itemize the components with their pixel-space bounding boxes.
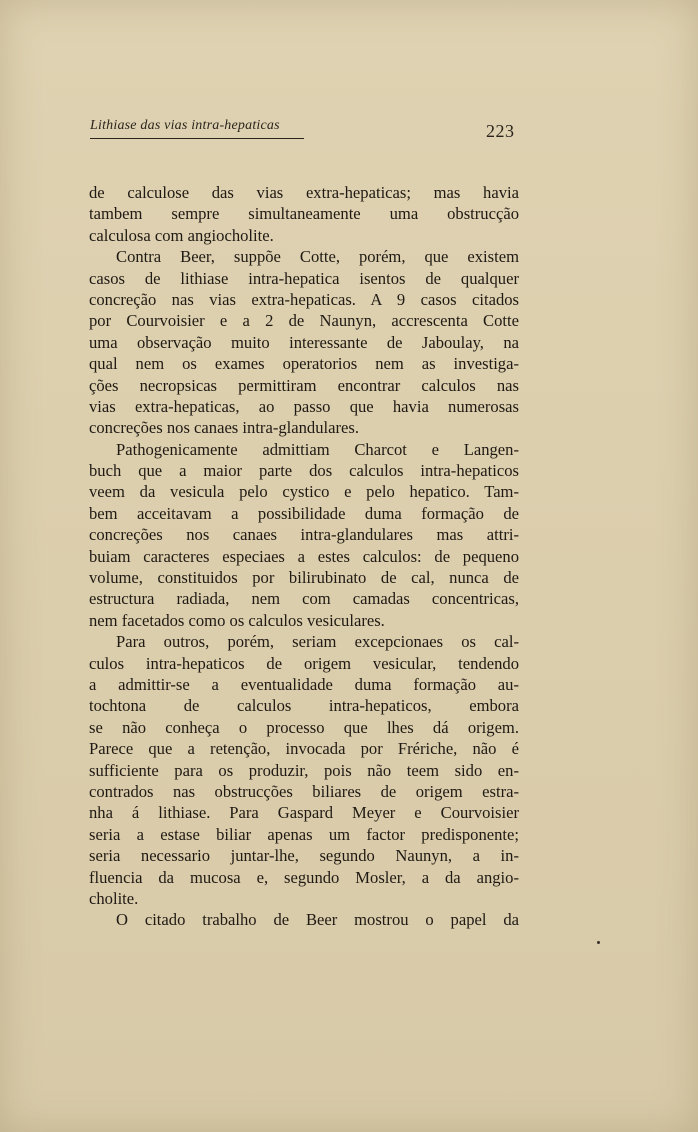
text-line: bem acceitavam a possibilidade duma formação de (89, 503, 519, 523)
text-line: O citado trabalho de Beer mostrou o papel da (116, 910, 519, 930)
text-line: se não conheça o processo que lhes dá origem. (89, 717, 519, 737)
page-number: 223 (486, 121, 515, 141)
text-line: veem da vesicula pelo cystico e pelo hepatico. Tam- (89, 482, 519, 502)
text-line: volume, constituidos por bilirubinato de cal, nunca de (89, 568, 519, 588)
text-line: ções necropsicas permittiram encontrar calculos nas (89, 375, 519, 395)
text-line: buch que a maior parte dos calculos intra-hepaticos (89, 461, 519, 481)
text-line: casos de lithiase intra-hepatica isentos de qualquer (89, 268, 519, 288)
text-line: Contra Beer, suppõe Cotte, porém, que existem (116, 247, 519, 267)
text-line: seria a estase biliar apenas um factor predisponente; (89, 824, 519, 844)
text-line: seria necessario juntar-lhe, segundo Naunyn, a in- (89, 846, 519, 866)
text-line: uma observação muito interessante de Jaboulay, na (89, 332, 519, 352)
text-line: concreções nos canaes intra-glandulares. (89, 418, 359, 438)
text-line: nha á lithiase. Para Gaspard Meyer e Courvoisier (89, 803, 519, 823)
text-line: Para outros, porém, seriam excepcionaes os cal- (116, 632, 519, 652)
text-line: tambem sempre simultaneamente uma obstrucção (89, 204, 519, 224)
text-line: a admittir-se a eventualidade duma formação au- (89, 674, 519, 694)
running-head: Lithiase das vias intra-hepaticas (90, 118, 280, 133)
text-line: fluencia da mucosa e, segundo Mosler, a da angio- (89, 867, 519, 887)
header-rule (90, 138, 304, 139)
body-text (89, 182, 519, 931)
text-line: de calculose das vias extra-hepaticas; mas havia (89, 183, 519, 202)
text-line: calculosa com angiocholite. (89, 225, 274, 245)
text-line: concreções nos canaes intra-glandulares mas attri- (89, 525, 519, 545)
text-line: buiam caracteres especiaes a estes calculos: de pequeno (89, 546, 519, 566)
text-line: vias extra-hepaticas, ao passo que havia numerosas (89, 396, 519, 416)
text-line: tochtona de calculos intra-hepaticos, embora (89, 696, 519, 716)
text-line: nem facetados como os calculos vesiculares. (89, 610, 385, 630)
ink-speck (597, 941, 600, 944)
text-line: estructura radiada, nem com camadas concentricas, (89, 589, 519, 609)
text-line: por Courvoisier e a 2 de Naunyn, accrescenta Cotte (89, 311, 519, 331)
text-line: cholite. (89, 888, 139, 908)
text-line: sufficiente para os produzir, pois não teem sido en- (89, 760, 519, 780)
text-line: concreção nas vias extra-hepaticas. A 9 casos citados (89, 289, 519, 309)
text-line: contrados nas obstrucções biliares de origem estra- (89, 781, 519, 801)
text-line: culos intra-hepaticos de origem vesicular, tendendo (89, 653, 519, 673)
text-line: Pathogenicamente admittiam Charcot e Langen- (116, 439, 519, 459)
text-line: Parece que a retenção, invocada por Frériche, não é (89, 739, 519, 759)
text-line: qual nem os exames operatorios nem as investiga- (89, 354, 519, 374)
